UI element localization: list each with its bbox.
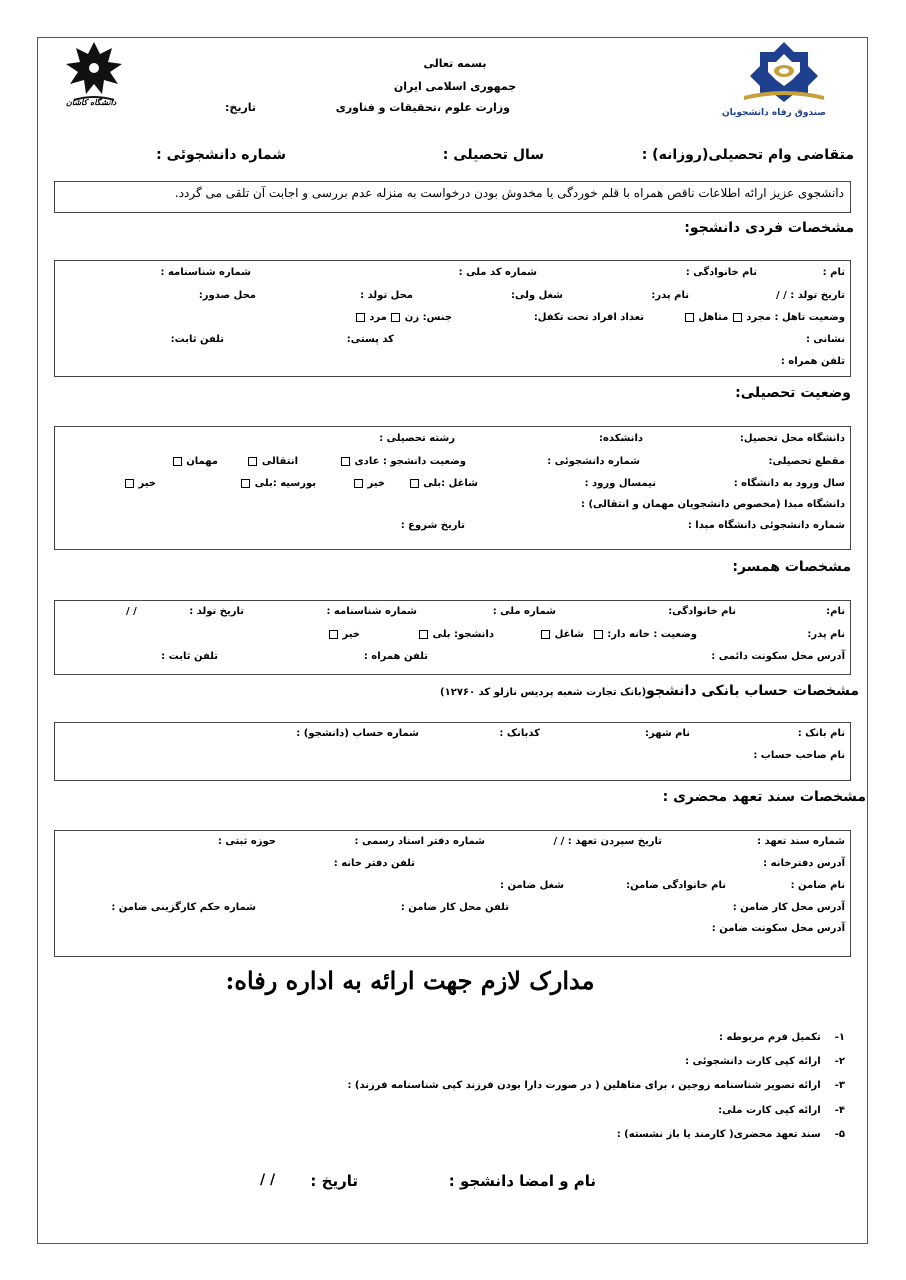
edu-student-no-label: شماره دانشجوئی : [547,456,640,467]
transfer-option [247,456,298,467]
document-item-text: سند تعهد محضری( کارمند یا باز نشسته) : [616,1129,821,1140]
guardian-job-label: شغل ولی: [511,290,563,301]
spouse-student-no-option [328,629,360,640]
document-item [685,1056,845,1067]
national-code-label: شماره کد ملی : [458,267,537,278]
applicant-label: متقاضی وام تحصیلی(روزانه) : [641,147,854,163]
bank-heading [440,680,859,699]
employed-no-option [353,478,385,489]
spouse-birth-slashes: / / [126,606,137,617]
phone-label: تلفن ثابت: [170,334,224,345]
bond-heading: مشخصات سند تعهد محضری : [662,789,866,805]
documents-heading: مدارک لازم جهت ارائه به اداره رفاه: [225,966,595,995]
spouse-student-yes-checkbox[interactable] [419,630,428,639]
bond-number-label: شماره سند تعهد : [757,836,845,847]
regular-label: وضعیت دانشجو : عادی [354,456,466,467]
married-checkbox[interactable] [685,313,694,322]
faculty-label: دانشکده: [599,433,643,444]
dependents-label: تعداد افراد تحت تکفل: [533,312,644,323]
university-label: دانشگاه محل تحصیل: [739,433,845,444]
ministry-title: وزارت علوم ،تحقیقات و فناوری [335,101,510,114]
scholarship-no-option [124,478,156,489]
footer-date-slashes: / / [260,1172,276,1188]
university-caption: دانشگاه کاشان [66,98,117,107]
work-phone-label: تلفن محل کار ضامن : [400,902,509,913]
spouse-employed-label: شاغل [554,629,584,640]
female-label: جنس: زن [404,312,452,323]
origin-student-no-label: شماره دانشجوئی دانشگاه مبدا : [687,520,845,531]
transfer-checkbox[interactable] [248,457,257,466]
employed-yes-label: شاغل :بلی [423,478,478,489]
marital-status [684,312,845,323]
guarantor-name-label: نام ضامن : [790,880,845,891]
start-date-label: تاریخ شروع : [400,520,465,531]
student-status [340,456,466,467]
guest-label: مهمان [186,456,218,467]
married-label: متاهل [698,312,729,323]
gender-field [355,312,452,323]
entry-year-label: سال ورود به دانشگاه : [733,478,845,489]
document-item-number: ۲- [834,1056,845,1067]
birth-date-label: تاریخ تولد : / / [775,290,845,301]
academic-year-label: سال تحصیلی : [442,147,544,163]
deposit-date-label: تاریخ سپردن تعهد : / / [553,836,662,847]
homemaker-label: وضعیت : خانه دار: [607,629,697,640]
employed-no-checkbox[interactable] [354,479,363,488]
account-holder-label: نام صاحب حساب : [753,750,845,761]
transfer-label: انتقالی [261,456,298,467]
scholarship-yes-label: بورسیه :بلی [254,478,316,489]
bismillah: بسمه تعالی [423,57,487,70]
scholarship-option [240,478,316,489]
address-label: نشانی : [805,334,845,345]
document-item-text: تکمیل فرم مربوطه : [718,1032,821,1043]
bank-name-label: نام بانک : [797,728,845,739]
work-address-label: آدرس محل کار ضامن : [732,902,845,913]
bank-code-label: کدبانک : [499,728,540,739]
employed-no-label: خیر [367,478,385,489]
homemaker-checkbox[interactable] [594,630,603,639]
id-number-label: شماره شناسنامه : [160,267,251,278]
employed-yes-checkbox[interactable] [410,479,419,488]
spouse-student-option [418,629,494,640]
spouse-family-label: نام خانوادگی: [668,606,736,617]
spouse-address-label: آدرس محل سکونت دائمی : [711,651,845,662]
document-item-text: ارائه تصویر شناسنامه زوجین ، برای متاهلین ( در صورت دارا بودن فرزند کپی شناسنامه فرزند) : [347,1080,821,1091]
father-name-label: نام پدر: [651,290,689,301]
document-item [347,1080,845,1091]
bond-box [54,830,851,957]
document-item-number: ۴- [834,1105,845,1116]
document-item [718,1105,845,1116]
document-item [617,1129,845,1140]
notary-phone-label: تلفن دفتر خانه : [333,858,415,869]
spouse-employed-option [540,629,584,640]
document-item-number: ۱- [834,1032,845,1043]
employment-order-label: شماره حکم کارگزینی ضامن : [111,902,256,913]
employed-option [409,478,478,489]
education-heading: وضعیت تحصیلی: [735,385,851,401]
notice-text: دانشجوی عزیز ارائه اطلاعات ناقص همراه با قلم خوردگی یا مخدوش بودن درخواست به منزله عدم بررسی و اجابت آن تلقی می گردد. [174,186,844,200]
bank-box [54,722,851,781]
spouse-student-no-checkbox[interactable] [329,630,338,639]
spouse-phone-label: تلفن ثابت : [161,651,218,662]
spouse-student-yes-label: دانشجو: بلی [432,629,494,640]
male-label: مرد [369,312,387,323]
document-item [719,1032,845,1043]
signature-label: نام و امضا دانشجو : [448,1172,596,1190]
bank-city-label: نام شهر: [645,728,690,739]
spouse-father-label: نام پدر: [807,629,845,640]
document-item-text: ارائه کپی کارت دانشجوئی : [685,1056,821,1067]
scholarship-yes-checkbox[interactable] [241,479,250,488]
welfare-fund-caption: صندوق رفاه دانشجویان [721,108,826,118]
spouse-birth-label: تاریخ تولد : [189,606,244,617]
republic-title: جمهوری اسلامی ایران [393,80,517,93]
spouse-student-no-label: خیر [342,629,360,640]
scholarship-no-label: خیر [138,478,156,489]
footer-date-label: تاریخ : [310,1172,358,1190]
student-number-label: شماره دانشجوئی : [156,147,286,163]
bank-heading-title: مشخصات حساب بانکی دانشجو [646,683,859,699]
document-item-number: ۵- [834,1129,845,1140]
postal-code-label: کد پستی: [346,334,394,345]
guest-checkbox[interactable] [173,457,182,466]
female-checkbox[interactable] [391,313,400,322]
home-address-label: آدرس محل سکونت ضامن : [711,923,845,934]
registry-label: حوزه ثبتی : [217,836,276,847]
spouse-mobile-label: تلفن همراه : [363,651,428,662]
spouse-id-label: شماره شناسنامه : [326,606,417,617]
origin-university-label: دانشگاه مبدا (مخصوص دانشجویان مهمان و انتقالی) : [580,499,845,510]
name-label: نام : [822,267,845,278]
spouse-name-label: نام: [826,606,845,617]
document-item-text: ارائه کپی کارت ملی: [718,1105,821,1116]
spouse-employed-checkbox[interactable] [541,630,550,639]
notary-address-label: آدرس دفترخانه : [763,858,845,869]
birth-place-label: محل تولد : [360,290,413,301]
account-number-label: شماره حساب (دانشجو) : [296,728,419,739]
single-label: وضعیت تاهل : مجرد [746,312,845,323]
spouse-national-label: شماره ملی : [492,606,556,617]
male-checkbox[interactable] [356,313,365,322]
spouse-heading: مشخصات همسر: [732,559,851,575]
degree-label: مقطع تحصیلی: [768,456,845,467]
single-checkbox[interactable] [733,313,742,322]
bank-heading-note: (بانک تجارت شعبه پردیس نازلو کد ۱۲۷۶۰) [440,687,647,698]
date-label: تاریخ: [225,101,257,114]
regular-checkbox[interactable] [341,457,350,466]
notary-number-label: شماره دفتر اسناد رسمی : [354,836,485,847]
mobile-label: تلفن همراه : [780,356,845,367]
guarantor-job-label: شغل ضامن : [500,880,564,891]
personal-heading: مشخصات فردی دانشجو: [684,220,854,236]
guest-option [172,456,218,467]
welfare-fund-logo [738,38,830,108]
entry-term-label: نیمسال ورود : [584,478,656,489]
scholarship-no-checkbox[interactable] [125,479,134,488]
field-label: رشته تحصیلی : [379,433,455,444]
document-item-number: ۳- [834,1080,845,1091]
spouse-status [593,629,697,640]
issue-place-label: محل صدور: [198,290,256,301]
family-label: نام خانوادگی : [685,267,757,278]
guarantor-family-label: نام خانوادگی ضامن: [626,880,726,891]
